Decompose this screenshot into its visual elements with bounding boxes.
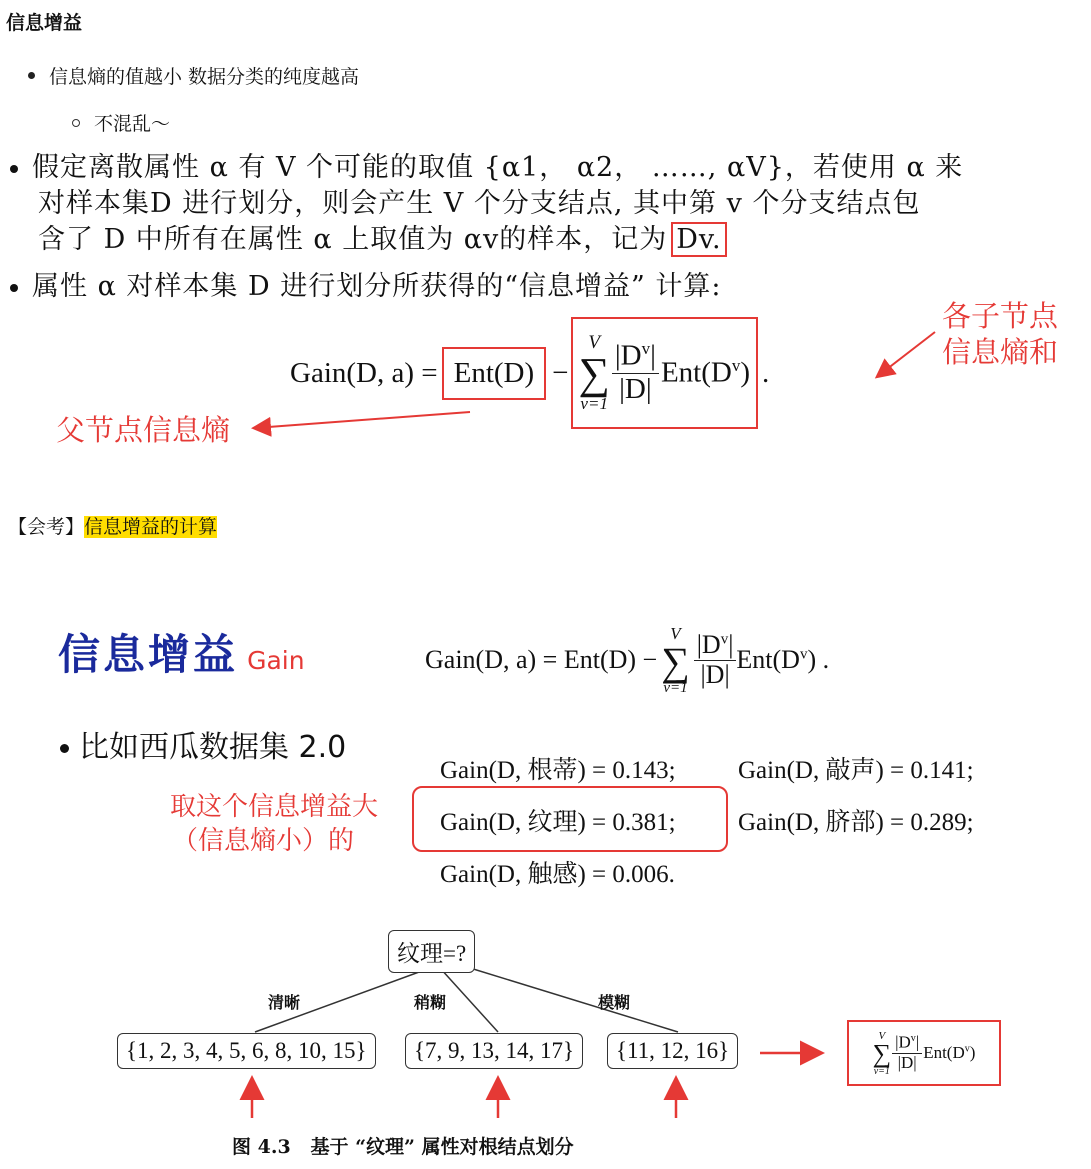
- fraction: $\frac{|D^v|}{|D|}$: [892, 1033, 922, 1072]
- list-subitem-text: 不混乱～: [94, 113, 171, 135]
- formula2-lhs: Gain(D, a) = Ent(D) −: [425, 645, 658, 674]
- formula-ent-d-box: Ent(D): [442, 347, 547, 400]
- formula-gain-lhs: Gain(D, a) =: [290, 356, 438, 389]
- annotation-take-max-gain: 取这个信息增益大 （信息熵小）的: [170, 792, 379, 856]
- sum-symbol: V ∑ v=1: [872, 1029, 892, 1077]
- branch-label: 清晰: [268, 993, 301, 1012]
- slide2-bullet: 比如西瓜数据集 2.0: [60, 722, 346, 766]
- annotation-parent-entropy: 父节点信息熵: [56, 413, 231, 447]
- para1-line3: 含了 D 中所有在属性 α 上取值为 αv的样本，记为: [38, 224, 668, 255]
- tree-edge: [470, 968, 678, 1032]
- ent-dv: $Ent(D^v)$: [923, 1043, 976, 1062]
- tree-leaf-node: {1, 2, 3, 4, 5, 6, 8, 10, 15}: [117, 1033, 376, 1069]
- tree-leaf-node: {11, 12, 16}: [607, 1033, 738, 1069]
- page-heading: 信息增益: [6, 12, 83, 34]
- gain-value: Gain(D, 脐部) = 0.289;: [738, 809, 974, 836]
- sum-symbol: V ∑ v=1: [578, 332, 610, 413]
- gain-value: Gain(D, 敲声) = 0.141;: [738, 757, 974, 784]
- figure-caption: 图 4.3 基于 “纹理” 属性对根结点划分: [232, 1136, 574, 1158]
- gain-value: Gain(D, 触感) = 0.006.: [440, 861, 675, 888]
- formula-period: .: [761, 356, 770, 389]
- tree-leaf-node: {7, 9, 13, 14, 17}: [405, 1033, 583, 1069]
- branch-label: 稍糊: [414, 993, 447, 1012]
- formula-minus: −: [552, 356, 569, 389]
- dv-boxed: Dv.: [671, 222, 726, 257]
- title-en: Gain: [247, 646, 305, 675]
- tree-edge: [440, 968, 498, 1032]
- ent-dv: $Ent(D^v)$ .: [736, 645, 830, 674]
- mini-formula-box: [847, 1020, 1001, 1086]
- tree-root-node: 纹理=?: [388, 930, 475, 973]
- para1-line1: 假定离散属性 α 有 V 个可能的取值 {α1， α2， ……, αV}，若使用 α 来: [32, 152, 964, 183]
- ent-dv: $Ent(D^v)$: [660, 356, 750, 389]
- gain-value: Gain(D, 根蒂) = 0.143;: [440, 757, 676, 784]
- para1-line2: 对样本集D 进行划分，则会产生 V 个分支结点, 其中第 v 个分支结点包: [38, 188, 921, 219]
- exam-highlight: 信息增益的计算: [84, 516, 218, 538]
- gain-value: Gain(D, 纹理) = 0.381;: [440, 809, 676, 836]
- fraction: $\frac{|D^v|}{|D|}$: [694, 631, 737, 689]
- sum-symbol: V ∑ v=1: [661, 623, 690, 696]
- para2-text: 属性 α 对样本集 D 进行划分所获得的“信息增益” 计算:: [32, 271, 722, 302]
- title-cn: 信息增益: [58, 630, 239, 679]
- annotation-children-entropy: 各子节点 信息熵和: [942, 299, 1059, 369]
- exam-prefix: 【会考】: [8, 516, 85, 538]
- branch-label: 模糊: [598, 993, 631, 1012]
- list-item-text: 信息熵的值越小 数据分类的纯度越高: [49, 66, 360, 88]
- fraction: $\frac{|D^v|}{|D|}$: [612, 340, 659, 405]
